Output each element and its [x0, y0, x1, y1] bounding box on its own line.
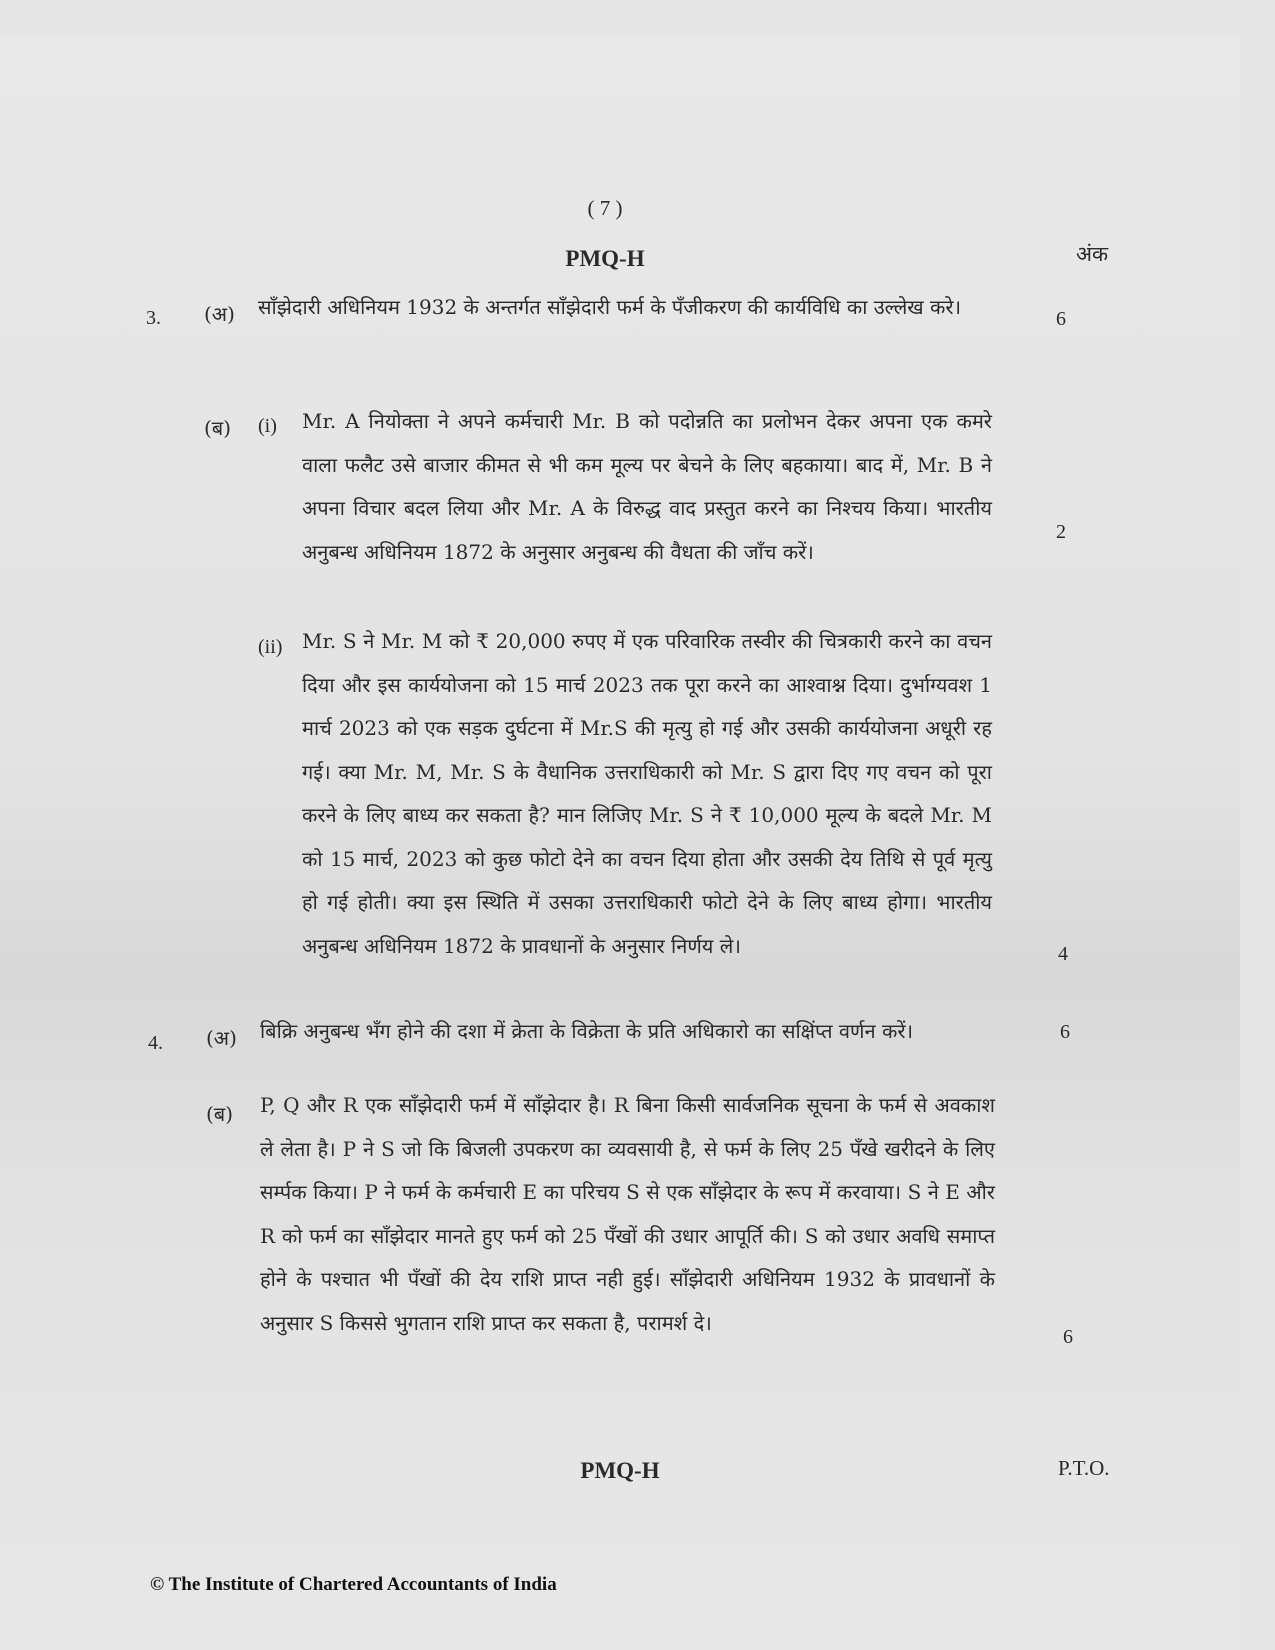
question-number-3: 3.: [146, 307, 161, 329]
subpart-label-3b-ii: (ii): [258, 636, 283, 658]
marks-4a: 6: [1060, 1021, 1070, 1043]
marks-3b-i: 2: [1056, 521, 1066, 543]
question-3b-i-text: Mr. A नियोक्ता ने अपने कर्मचारी Mr. B को पदोन्नति का प्रलोभन देकर अपना एक कमरे वाला फलैट उसे बाजार कीमत से भी कम मूल्य पर बेचने के लिए बहकाया। बाद में, Mr. B ने अपना विचार बदल लिया और Mr. A के विरुद्ध वाद प्रस्तुत करने का निश्चय किया। भारतीय अनुबन्ध अधिनियम 1872 के अनुसार अनुबन्ध की वैधता की जाँच करें।: [302, 409, 992, 564]
part-label-3b: (ब): [204, 416, 232, 440]
part-label-4b: (ब): [206, 1102, 234, 1126]
please-turn-over: P.T.O.: [1058, 1456, 1110, 1480]
marks-3b-ii: 4: [1058, 943, 1068, 965]
question-number-4: 4.: [148, 1032, 163, 1054]
part-label-3a: (अ): [204, 302, 235, 326]
question-3a-text: साँझेदारी अधिनियम 1932 के अन्तर्गत साँझेदारी फर्म के पँजीकरण की कार्यविधि का उल्लेख करे।: [258, 295, 962, 319]
copyright-notice: © The Institute of Chartered Accountants of India: [150, 1574, 557, 1595]
marks-column-label: अंक: [1076, 242, 1109, 266]
marks-3a: 6: [1056, 308, 1066, 330]
paper-code-header: PMQ-H: [565, 246, 645, 271]
question-4a-text: बिक्रि अनुबन्ध भँग होने की दशा में क्रेता के विक्रेता के प्रति अधिकारो का सक्षिंप्त वर्णन करें।: [260, 1019, 914, 1043]
part-label-4a: (अ): [206, 1026, 237, 1050]
marks-4b: 6: [1063, 1326, 1073, 1348]
page-number: ( 7 ): [587, 196, 623, 220]
paper-code-footer: PMQ-H: [580, 1458, 660, 1483]
subpart-label-3b-i: (i): [258, 415, 277, 437]
question-3b-ii-text: Mr. S ने Mr. M को ₹ 20,000 रुपए में एक परिवारिक तस्वीर की चित्रकारी करने का वचन दिया और इस कार्ययोजना को 15 मार्च 2023 तक पूरा करने का आश्वाश्न दिया। दुर्भाग्यवश 1 मार्च 2023 को एक सड़क दुर्घटना में Mr.S की मृत्यु हो गई और उसकी कार्ययोजना अधूरी रह गई। क्या Mr. M, Mr. S के वैधानिक उत्तराधिकारी को Mr. S द्वारा दिए गए वचन को पूरा करने के लिए बाध्य कर सकता है? मान लिजिए Mr. S ने ₹ 10,000 मूल्य के बदले Mr. M को 15 मार्च, 2023 को कुछ फोटो देने का वचन दिया होता और उसकी देय तिथि से पूर्व मृत्यु हो गई होती। क्या इस स्थिति में उसका उत्तराधिकारी फोटो देने के लिए बाध्य होगा। भारतीय अनुबन्ध अधिनियम 1872 के प्रावधानों के अनुसार निर्णय ले।: [302, 629, 992, 958]
question-4b-text: P, Q और R एक साँझेदारी फर्म में साँझेदार है। R बिना किसी सार्वजनिक सूचना के फर्म से अवकाश ले लेता है। P ने S जो कि बिजली उपकरण का व्यवसायी है, से फर्म के लिए 25 पँखे खरीदने के लिए सर्म्पक किया। P ने फर्म के कर्मचारी E का परिचय S से एक साँझेदार के रूप में करवाया। S ने E और R को फर्म का साँझेदार मानते हुए फर्म को 25 पँखों की उधार आपूर्ति की। S को उधार अवधि समाप्त होने के पश्चात भी पँखों की देय राशि प्राप्त नही हुई। साँझेदारी अधिनियम 1932 के प्रावधानों के अनुसार S किससे भुगतान राशि प्राप्त कर सकता है, परामर्श दे।: [260, 1093, 995, 1335]
